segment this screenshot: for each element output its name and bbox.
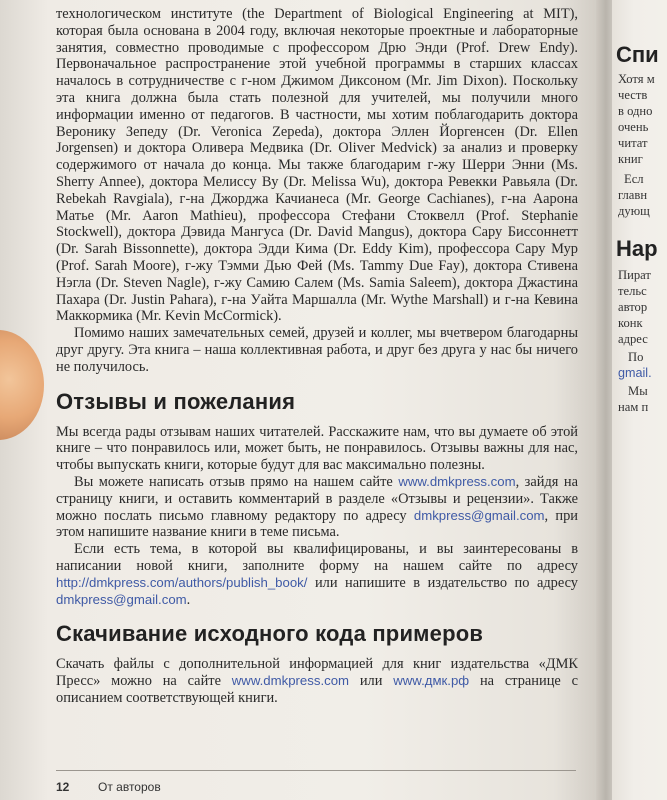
text-run: или: [349, 673, 394, 690]
thanks-paragraph: Помимо наших замечательных семей, друзей и коллег, мы вчетвером благодарны друг другу. Эта книга – наша коллективная работа, и друг без друга у нас бы ничего не получилось.: [56, 325, 578, 375]
page-content: [56, 6, 578, 707]
right-line-link: gmail.: [618, 366, 652, 380]
text-run: Скачать файлы с дополнительной информацией для книг издательства «ДМК Пресс» можно на сайте: [56, 656, 578, 690]
right-line: Есл: [624, 172, 644, 186]
right-line: дующ: [618, 204, 650, 218]
right-line: в одно: [618, 104, 653, 118]
text-run: на странице с описанием соответствующей книги.: [56, 673, 578, 706]
right-line: читат: [618, 136, 648, 150]
section-heading-feedback: Отзывы и пожелания: [56, 388, 296, 414]
right-line: честв: [618, 88, 648, 102]
right-line: главн: [618, 188, 648, 202]
right-heading-1: Спи: [616, 42, 659, 67]
email-link[interactable]: dmkpress@gmail.com: [413, 507, 545, 523]
section-heading-download: Скачивание исходного кода примеров: [56, 621, 484, 647]
right-page: [612, 0, 667, 800]
feedback-paragraph-3: [56, 541, 578, 608]
acknowledgements-paragraph: технологическом институте (the Department of Biological Engineering at MIT), которая была основана в 2004 году, включая некоторые проектные и лабораторные занятия, совместно проводимые с профессором Дрю Энди (Prof. Drew Endy). Первоначальное распространение этой учебной программы в старших классах началось в сотрудничестве с г-ном Джимом Диксоном (Mr. Jim Dixon). Поскольку эта книга должна была стать полезной для учителей, мы получили много информации именно от педагогов. В частности, мы хотим поблагодарить доктора Веронику Зепеду (Dr. Veronica Zepeda), доктора Эллен Йоргенсен (Dr. Ellen Jorgensen) и доктора Оливера Медвика (Dr. Oliver Medvick) за анализ и проверку содержимого от начала до конца. Мы также благодарим г-жу Шерри Энни (Ms. Sherry Annee), доктора Мелиссу Ву (Dr. Melissa Wu), доктора Ревекки Равьяла (Dr. Rebekah Ravgiala), г-на Джорджа Качианеса (Mr. George Cachianes), г-на Аарона Матье (Mr. Aaron Mathieu), профессора Стефани Стоквелл (Prof. Stephanie Stockwell), доктора Дэвида Мангуса (Dr. David Mangus), доктора Сару Биссоннетт (Dr. Sarah Bissonnette), доктора Эдди Кима (Dr. Eddy Kim), профессора Сару Мур (Prof. Sarah Moore), г-жу Тэмми Дью Фей (Ms. Tammy Due Fay), доктора Стивена Нэгла (Dr. Steven Nagle), г-жу Самию Салем (Ms. Samia Saleem), доктора Джастина Пахара (Dr. Justin Pahara), г-на Уайта Маршалла (Mr. Wythe Marshall) и г-на Кевина Маккормика (Mr. Kevin McCormick).: [56, 6, 578, 325]
feedback-paragraph-2: [56, 474, 578, 541]
text-run: , при этом напишите название книги в теме письма.: [56, 507, 579, 541]
right-line: адрес: [618, 332, 648, 346]
text-run: или напишите в издательство по адресу: [307, 574, 578, 591]
right-line: Хотя м: [618, 72, 655, 86]
email-link[interactable]: dmkpress@gmail.com: [56, 591, 187, 607]
publish-book-link[interactable]: http://dmkpress.com/authors/publish_book/: [56, 574, 308, 590]
right-line: тельс: [618, 284, 647, 298]
site-link-rf[interactable]: www.дмк.рф: [393, 673, 470, 689]
site-link[interactable]: www.dmkpress.com: [398, 473, 516, 489]
right-line: нам п: [618, 400, 649, 414]
right-line: Мы: [628, 384, 648, 398]
page-number: 12: [56, 780, 70, 794]
site-link[interactable]: www.dmkpress.com: [231, 673, 350, 689]
running-footer-chapter: От авторов: [98, 780, 161, 794]
right-line: книг: [618, 152, 643, 166]
right-line: автор: [618, 300, 648, 314]
text-run: .: [186, 591, 191, 608]
footer-rule: [56, 770, 576, 771]
right-line: конк: [618, 316, 643, 330]
right-line: очень: [618, 120, 649, 134]
text-run: , зайдя на страницу книги, и оставить комментарий в разделе «Отзывы и рецензии». Также можно послать письмо главному редактору по адресу: [56, 473, 578, 524]
download-paragraph: [56, 656, 578, 706]
text-run: Вы можете написать отзыв прямо на нашем сайте: [74, 473, 399, 490]
text-run: Если есть тема, в которой вы квалифицированы, и вы заинтересованы в написании новой книги, заполните форму на нашем сайте по адресу: [56, 541, 578, 574]
feedback-paragraph-1: Мы всегда рады отзывам наших читателей. Расскажите нам, что вы думаете об этой книге – что понравилось или, может быть, не понравилось. Отзывы важны для нас, чтобы выпускать книги, которые будут для вас максимально полезны.: [56, 423, 578, 474]
right-heading-2: Нар: [616, 236, 658, 261]
right-line: По: [628, 350, 644, 364]
right-line: Пират: [618, 268, 651, 282]
